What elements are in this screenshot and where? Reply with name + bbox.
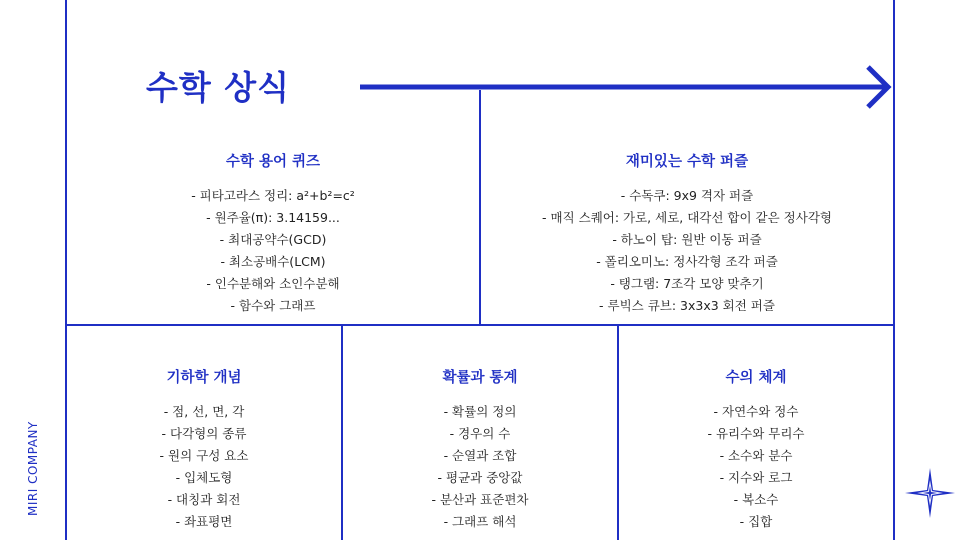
- list-item: - 루빅스 큐브: 3x3x3 회전 퍼즐: [599, 298, 775, 313]
- list-item: - 분산과 표준편차: [431, 492, 529, 507]
- section-heading: 수학 용어 퀴즈: [225, 154, 321, 170]
- section-list: [343, 401, 617, 533]
- list-item: - 순열과 조합: [443, 448, 517, 463]
- list-item: - 지수와 로그: [719, 470, 793, 485]
- list-item: - 원주율(π): 3.14159...: [206, 210, 340, 225]
- section-heading: 기하학 개념: [166, 370, 242, 386]
- list-item: - 인수분해와 소인수분해: [206, 276, 340, 291]
- list-item: - 좌표평면: [175, 514, 233, 529]
- section-fun-math-puzzles: [481, 150, 893, 317]
- list-item: - 점, 선, 면, 각: [163, 404, 245, 419]
- list-item: - 수독쿠: 9x9 격자 퍼즐: [620, 188, 754, 203]
- page-title: 수학 상식: [146, 68, 291, 107]
- section-geometry-concepts: [67, 366, 341, 533]
- list-item: - 집합: [739, 514, 773, 529]
- list-item: - 피타고라스 정리: a²+b²=c²: [191, 188, 355, 203]
- list-item: - 평균과 중앙값: [437, 470, 523, 485]
- section-heading: 수의 체계: [725, 370, 787, 386]
- list-item: - 입체도형: [175, 470, 233, 485]
- list-item: - 유리수와 무리수: [707, 426, 805, 441]
- brand-label: MIRI COMPANY: [26, 421, 40, 516]
- list-item: - 원의 구성 요소: [159, 448, 249, 463]
- list-item: - 폴리오미노: 정사각형 조각 퍼즐: [596, 254, 778, 269]
- section-list: [67, 185, 479, 317]
- section-number-system: [619, 366, 893, 533]
- list-item: - 복소수: [733, 492, 779, 507]
- section-list: [619, 401, 893, 533]
- section-heading: 재미있는 수학 퍼즐: [625, 154, 749, 170]
- list-item: - 자연수와 정수: [713, 404, 799, 419]
- list-item: - 다각형의 종류: [161, 426, 247, 441]
- sparkle-icon: [903, 466, 957, 520]
- middle-horizontal-rule: [65, 324, 895, 326]
- list-item: - 대칭과 회전: [167, 492, 241, 507]
- list-item: - 최소공배수(LCM): [220, 254, 326, 269]
- section-list: [481, 185, 893, 317]
- list-item: - 함수와 그래프: [230, 298, 316, 313]
- section-heading: 확률과 통계: [442, 370, 518, 386]
- arrow-right-icon: [358, 64, 894, 110]
- list-item: - 최대공약수(GCD): [219, 232, 327, 247]
- section-math-terms-quiz: [67, 150, 479, 317]
- list-item: - 소수와 분수: [719, 448, 793, 463]
- list-item: - 확률의 정의: [443, 404, 517, 419]
- list-item: - 탱그램: 7조각 모양 맞추기: [610, 276, 764, 291]
- list-item: - 경우의 수: [449, 426, 511, 441]
- section-list: [67, 401, 341, 533]
- list-item: - 매직 스퀘어: 가로, 세로, 대각선 합이 같은 정사각형: [542, 210, 832, 225]
- list-item: - 그래프 해석: [443, 514, 517, 529]
- section-probability-statistics: [343, 366, 617, 533]
- list-item: - 하노이 탑: 원반 이동 퍼즐: [612, 232, 762, 247]
